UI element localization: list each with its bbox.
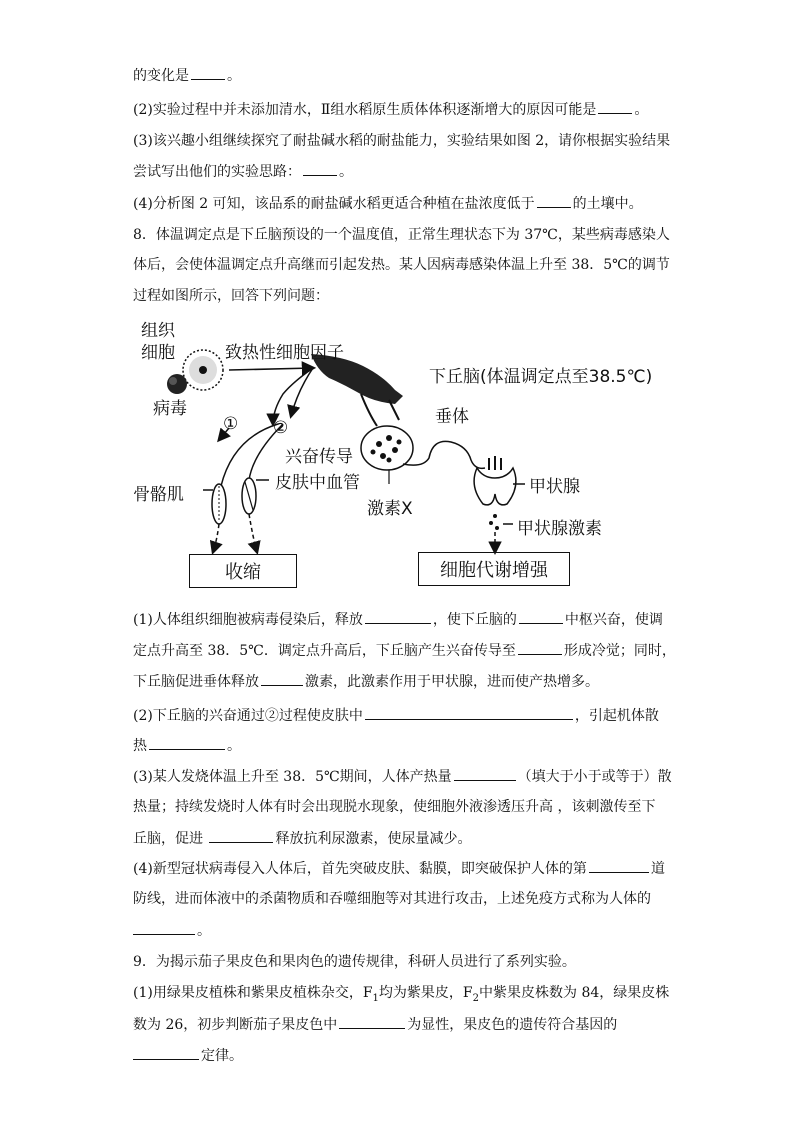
- q8-part1-line1: (1)人体组织细胞被病毒侵染后，释放 ，使下丘脑的 中枢兴奋，使调: [133, 609, 663, 630]
- answer-blank[interactable]: [537, 193, 571, 208]
- answer-blank[interactable]: [454, 766, 516, 781]
- label-virus: 病毒: [153, 399, 187, 419]
- label-thyroid: 甲状腺: [529, 477, 580, 497]
- answer-blank[interactable]: [303, 161, 337, 176]
- q8-part4-line3: 。: [133, 920, 211, 941]
- answer-blank[interactable]: [589, 858, 649, 873]
- arrow-cytokine: [229, 368, 313, 370]
- label-skin-vessel: 皮肤中血管: [275, 473, 360, 493]
- q8-part2-line2: 热 。: [133, 735, 241, 756]
- q8-part3-line2: 热量；持续发烧时人体有时会出现脱水现象，使细胞外液渗透压升高 ，该刺激传至下: [133, 799, 656, 815]
- virus-icon: [167, 374, 187, 394]
- text-line-1: 的变化是 。: [133, 65, 241, 86]
- q8-part3-line3: 丘脑，促进 释放抗利尿激素，使尿量减少。: [133, 828, 471, 849]
- q8-part1-line2: 定点升高至 38．5℃．调定点升高后，下丘脑产生兴奋传导至 形成冷觉；同时，: [133, 640, 676, 661]
- q8-part4-line2: 防线，进而体液中的杀菌物质和吞噬细胞等对其进行攻击，上述免疫方式称为人体的: [133, 891, 651, 907]
- label-tissue-cell: 组织 细胞: [141, 321, 175, 363]
- label-pyrogen: 致热性细胞因子: [225, 343, 344, 363]
- question-8-stem-2: 体后，会使体温调定点升高继而引起发热。某人因病毒感染体温上升至 38．5℃的调节: [133, 257, 670, 273]
- label-excitation: 兴奋传导: [285, 447, 353, 467]
- pituitary-icon: [361, 426, 413, 470]
- q8-part4-line1: (4)新型冠状病毒侵入人体后，首先突破皮肤、黏膜，即突破保护人体的第 道: [133, 858, 665, 879]
- text-line-5: (4)分析图 2 可知，该品系的耐盐碱水稻更适合种植在盐浓度低于 的土壤中。: [133, 193, 643, 214]
- skin-vessel-icon: [242, 478, 256, 514]
- label-hypothalamus: 下丘脑(体温调定点至38.5℃): [429, 367, 653, 387]
- q9-part1-line1: (1)用绿果皮植株和紫果皮植株杂交，$F_1$均为紫果皮，$F_2$中紫果皮株数为 84，绿果皮株: [133, 985, 670, 1004]
- label-circle-2: ②: [273, 418, 289, 438]
- skeletal-muscle-icon: [212, 484, 226, 524]
- tissue-cell-icon: [183, 350, 223, 390]
- question-8-stem-1: 8．体温调定点是下丘脑预设的一个温度值，正常生理状态下为 37℃，某些病毒感染人: [133, 227, 670, 243]
- q9-part1-line2: 数为 26，初步判断茄子果皮色中 为显性，果皮色的遗传符合基因的: [133, 1014, 617, 1035]
- answer-blank[interactable]: [365, 609, 431, 624]
- q8-part2-line1: (2)下丘脑的兴奋通过②过程使皮肤中 ，引起机体散: [133, 705, 659, 726]
- answer-blank[interactable]: [598, 99, 632, 114]
- answer-blank[interactable]: [149, 735, 225, 750]
- thyroid-icon: [474, 456, 516, 505]
- thermoregulation-diagram: [133, 318, 673, 596]
- metabolism-box: 细胞代谢增强: [418, 552, 570, 586]
- answer-blank[interactable]: [261, 671, 303, 686]
- answer-blank[interactable]: [519, 609, 563, 624]
- answer-blank[interactable]: [133, 1045, 199, 1060]
- text-line-3: (3)该兴趣小组继续探究了耐盐碱水稻的耐盐能力，实验结果如图 2，请你根据实验结果: [133, 133, 671, 149]
- answer-blank[interactable]: [339, 1014, 405, 1029]
- answer-blank[interactable]: [191, 65, 225, 80]
- question-9-stem: 9．为揭示茄子果皮色和果肉色的遗传规律，科研人员进行了系列实验。: [133, 954, 576, 970]
- question-8-stem-3: 过程如图所示，回答下列问题：: [133, 288, 329, 304]
- text-line-2: (2)实验过程中并未添加清水，Ⅱ组水稻原生质体体积逐渐增大的原因可能是 。: [133, 99, 648, 120]
- contraction-box: 收缩: [189, 554, 297, 588]
- q8-part3-line1: (3)某人发烧体温上升至 38．5℃期间，人体产热量 （填大于小于或等于）散: [133, 766, 672, 787]
- label-thyroid-hormone: 甲状腺激素: [517, 519, 602, 539]
- answer-blank[interactable]: [365, 705, 573, 720]
- label-pituitary: 垂体: [435, 407, 469, 427]
- q9-part1-line3: 定律。: [133, 1045, 243, 1066]
- label-skeletal-muscle: 骨骼肌: [133, 485, 184, 505]
- answer-blank[interactable]: [209, 828, 273, 843]
- text-line-4: 尝试写出他们的实验思路： 。: [133, 161, 353, 182]
- label-hormone-x: 激素X: [367, 499, 413, 519]
- hypothalamus-icon: [311, 354, 403, 426]
- answer-blank[interactable]: [133, 920, 195, 935]
- label-circle-1: ①: [223, 414, 239, 434]
- answer-blank[interactable]: [518, 640, 562, 655]
- q8-part1-line3: 下丘脑促进垂体释放 激素，此激素作用于甲状腺，进而使产热增多。: [133, 671, 599, 692]
